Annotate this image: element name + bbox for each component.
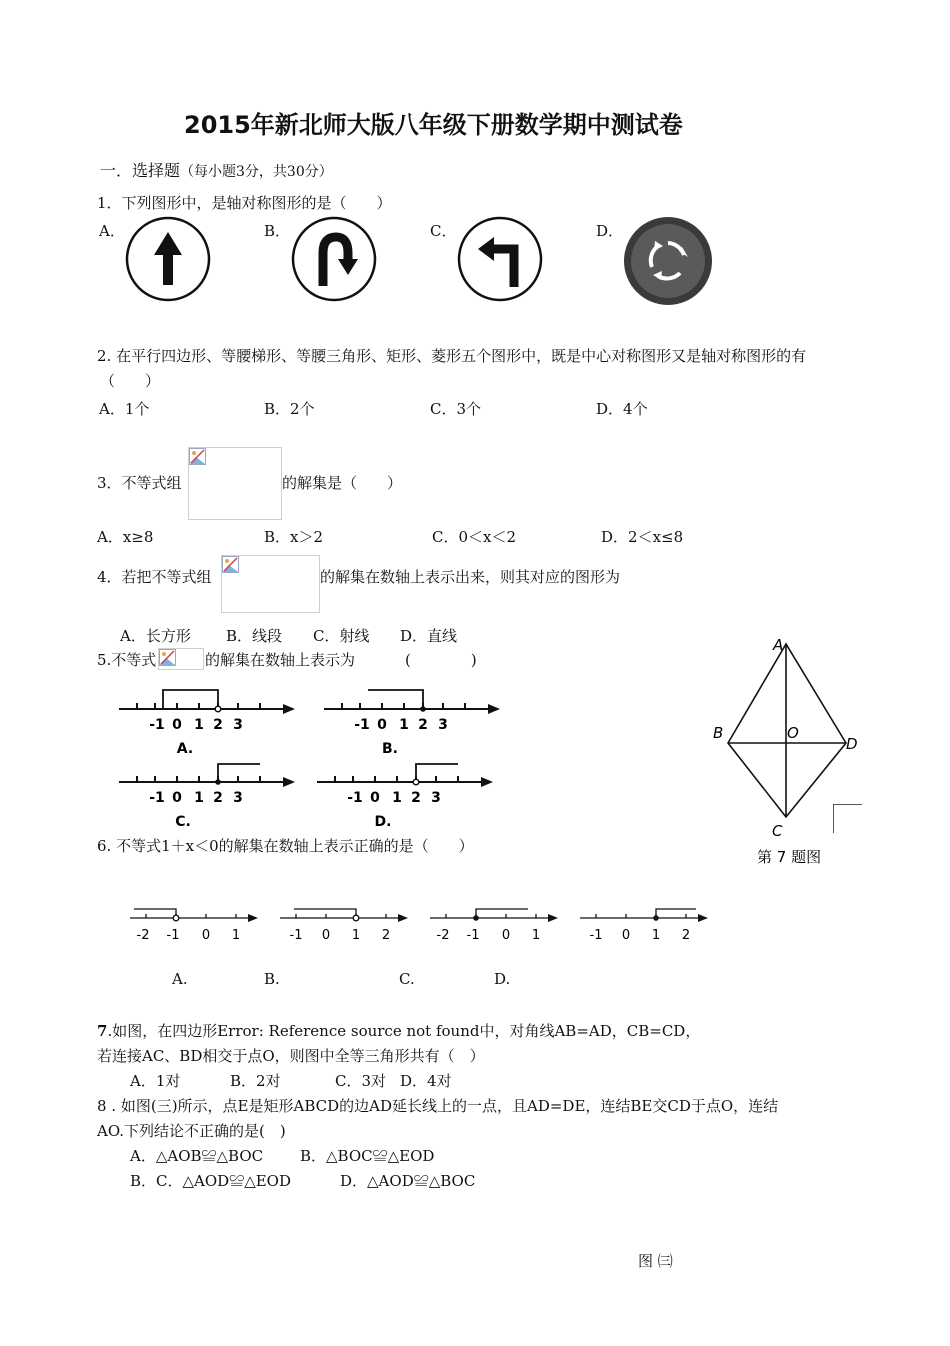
q6-option-a: A. [172, 970, 188, 988]
solution-bracket [656, 909, 696, 918]
q4-option-d: D．直线 [400, 627, 458, 645]
q5-option-c-number-line [115, 758, 300, 833]
q5-option-b-number-line [320, 685, 505, 760]
q1-option-c: C． [430, 222, 457, 240]
tick-label: -1 [347, 790, 363, 806]
question-5-stem-start: 5.不等式 [97, 651, 157, 669]
q4-option-c: C．射线 [313, 627, 370, 645]
tick-label: 0 [370, 790, 380, 806]
q5-paren: ( ) [405, 651, 477, 669]
tick-label: 1 [351, 928, 361, 943]
question-7-text: .如图，在四边形Error: Reference source not found中，对角线AB=AD，CB=CD， [107, 1022, 701, 1040]
tick-label: 0 [501, 928, 511, 943]
closed-endpoint [653, 915, 659, 921]
figure-3-caption: 图 ㈢ [638, 1252, 673, 1270]
axis-arrow-icon [283, 777, 295, 787]
q5-option-a-number-line [115, 685, 300, 760]
q4-option-b: B．线段 [226, 627, 283, 645]
tick-label: -1 [589, 928, 603, 943]
tick-label: -2 [136, 928, 150, 943]
closed-endpoint [420, 706, 426, 712]
tick-label: 2 [681, 928, 691, 943]
q8-option-c: B．C．△AOD≌△EOD [130, 1172, 292, 1190]
tick-label: -1 [166, 928, 180, 943]
q4-option-a: A．长方形 [120, 627, 191, 645]
frame-corner-mark [833, 804, 862, 833]
straight-arrow-sign-icon [124, 215, 214, 305]
q6-option-c: C. [399, 970, 415, 988]
tick-label: 1 [194, 717, 204, 733]
question-7-line-1 [97, 1020, 700, 1041]
vertex-label-d: D [846, 735, 858, 753]
question-1-stem: 1．下列图形中，是轴对称图形的是（ ） [97, 194, 392, 212]
q3-option-d: D．2＜x≤8 [601, 528, 684, 546]
option-label: D. [374, 814, 392, 830]
question-8-line-1: 8 . 如图(三)所示，点E是矩形ABCD的边AD延长线上的一点，且AD=DE，连结BE交CD于点O，连结 [97, 1097, 779, 1115]
tick-label: 3 [233, 790, 243, 806]
tick-label: 1 [399, 717, 409, 733]
tick-label: 2 [411, 790, 421, 806]
tick-label: 2 [213, 717, 223, 733]
vertex-label-c: C [772, 822, 783, 840]
q3-option-a: A．x≥8 [97, 528, 154, 546]
question-6-stem: 6. 不等式1＋x＜0的解集在数轴上表示正确的是（ ） [97, 837, 474, 855]
solution-bracket [134, 909, 176, 918]
solution-bracket [163, 690, 218, 709]
tick-label: 0 [172, 790, 182, 806]
q6-option-d-number-line [576, 898, 716, 946]
axis-arrow-icon [698, 914, 708, 922]
q2-option-c: C．3个 [430, 400, 482, 418]
tick-label: -1 [149, 717, 165, 733]
vertex-label-a: A [773, 636, 784, 654]
tick-label: 0 [321, 928, 331, 943]
tick-label: 0 [377, 717, 387, 733]
question-5-stem-end: 的解集在数轴上表示为 [205, 651, 356, 669]
tick-label: 0 [201, 928, 211, 943]
broken-image-icon [159, 649, 176, 666]
tick-label: 3 [233, 717, 243, 733]
tick-label: 1 [194, 790, 204, 806]
q1-option-a: A． [99, 222, 125, 240]
q6-option-c-number-line [426, 898, 566, 946]
q5-inequality-image-placeholder [158, 648, 204, 670]
q7-option-c: C．3对 [335, 1072, 387, 1090]
tick-label: 0 [621, 928, 631, 943]
q7-option-a: A．1对 [130, 1072, 181, 1090]
open-endpoint [413, 779, 419, 785]
q2-option-d: D．4个 [596, 400, 648, 418]
solution-bracket [294, 909, 356, 918]
question-7-number: 7 [97, 1022, 108, 1040]
open-endpoint [173, 915, 179, 921]
question-4-stem-start: 4．若把不等式组 [97, 568, 212, 586]
q7-option-b: B．2对 [230, 1072, 281, 1090]
closed-endpoint [473, 915, 479, 921]
section-title: 一．选择题 [100, 161, 181, 180]
solution-bracket [476, 909, 528, 918]
q6-option-b-number-line [276, 898, 416, 946]
tick-label: -1 [289, 928, 303, 943]
option-label: A. [176, 741, 194, 757]
broken-image-icon [222, 556, 239, 573]
q6-option-b: B. [264, 970, 280, 988]
u-turn-arrow-sign-icon [290, 215, 380, 305]
q2-option-b: B．2个 [264, 400, 315, 418]
q1-option-b: B． [264, 222, 291, 240]
open-endpoint [353, 915, 359, 921]
axis-arrow-icon [481, 777, 493, 787]
q3-option-c: C．0＜x＜2 [432, 528, 517, 546]
tick-label: 2 [418, 717, 428, 733]
q8-option-a: A．△AOB≌△BOC [130, 1147, 264, 1165]
tick-label: 1 [231, 928, 241, 943]
q2-option-a: A．1个 [99, 400, 150, 418]
question-4-stem-end: 的解集在数轴上表示出来，则其对应的图形为 [320, 568, 621, 586]
roundabout-sign-icon [622, 215, 717, 310]
tick-label: -1 [354, 717, 370, 733]
tick-label: 3 [431, 790, 441, 806]
section-score-note: （每小题3分，共30分） [180, 164, 333, 180]
q2-paren: （ ） [100, 372, 161, 390]
section-header [100, 158, 333, 181]
vertex-label-b: B [713, 724, 724, 742]
axis-arrow-icon [248, 914, 258, 922]
closed-endpoint [215, 779, 221, 785]
tick-label: -2 [436, 928, 450, 943]
axis-arrow-icon [488, 704, 500, 714]
page-title: 2015年新北师大版八年级下册数学期中测试卷 [184, 111, 683, 139]
tick-label: 0 [172, 717, 182, 733]
axis-arrow-icon [283, 704, 295, 714]
question-2-stem: 2. 在平行四边形、等腰梯形、等腰三角形、矩形、菱形五个图形中，既是中心对称图形又是轴对称图形的有 [97, 347, 807, 365]
tick-label: 1 [392, 790, 402, 806]
center-label-o: O [787, 724, 799, 742]
tick-label: -1 [149, 790, 165, 806]
figure-caption: 第 7 题图 [757, 848, 822, 866]
option-label: C. [175, 814, 191, 830]
option-label: B. [382, 741, 398, 757]
q6-option-d: D. [494, 970, 511, 988]
q8-option-b: B．△BOC≌△EOD [300, 1147, 435, 1165]
question-3-stem-start: 3．不等式组 [97, 474, 182, 492]
q5-option-d-number-line [313, 758, 498, 833]
tick-label: 2 [381, 928, 391, 943]
broken-image-icon [189, 448, 206, 465]
tick-label: 2 [213, 790, 223, 806]
solution-bracket [368, 690, 423, 709]
tick-label: 3 [438, 717, 448, 733]
left-turn-arrow-sign-icon [456, 215, 546, 305]
tick-label: -1 [466, 928, 480, 943]
q8-option-d: D．△AOD≌△BOC [340, 1172, 476, 1190]
tick-label: 1 [531, 928, 541, 943]
axis-arrow-icon [548, 914, 558, 922]
question-7-line-2: 若连接AC、BD相交于点O，则图中全等三角形共有（ ） [97, 1047, 485, 1065]
q6-option-a-number-line [126, 898, 266, 946]
q7-rhombus-figure [705, 630, 870, 875]
open-endpoint [215, 706, 221, 712]
q1-option-d: D． [596, 222, 624, 240]
q4-inequality-image-placeholder [221, 555, 320, 613]
q7-option-d: D．4对 [400, 1072, 452, 1090]
question-8-line-2: AO.下列结论不正确的是( ) [97, 1122, 286, 1140]
tick-label: 1 [651, 928, 661, 943]
q3-inequality-image-placeholder [188, 447, 282, 520]
q3-option-b: B．x＞2 [264, 528, 324, 546]
axis-arrow-icon [398, 914, 408, 922]
question-3-stem-end: 的解集是（ ） [282, 474, 403, 492]
